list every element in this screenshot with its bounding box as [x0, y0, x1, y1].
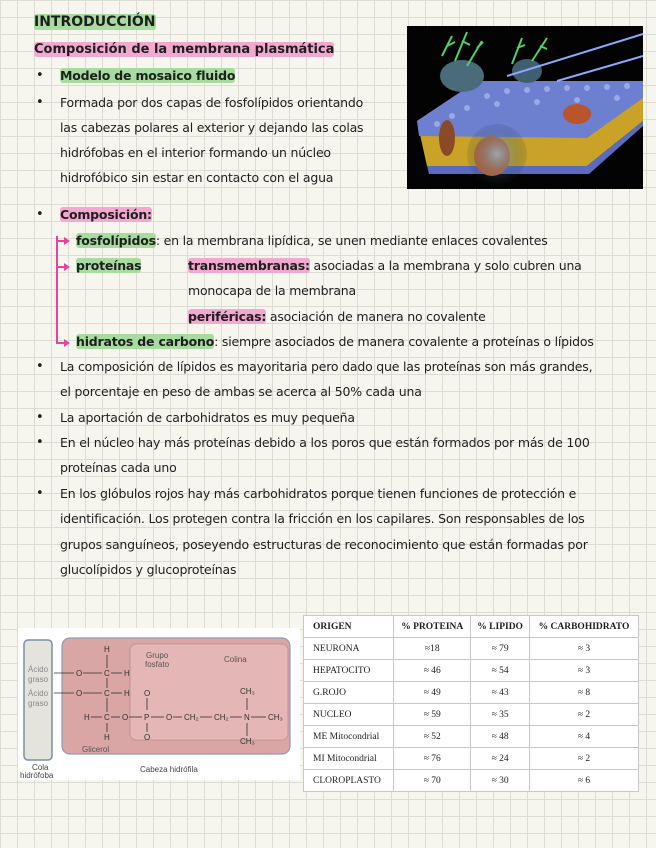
svg-text:P: P	[144, 713, 150, 722]
bracket-arrow-icon	[64, 263, 70, 271]
svg-text:O: O	[166, 713, 173, 722]
transmembranas-line: transmembranas: asociadas a la membrana y solo cubren una	[188, 258, 582, 273]
svg-text:O: O	[144, 689, 151, 698]
note-rbc-line-4: glucolípidos y glucoproteínas	[60, 562, 237, 577]
svg-text:H: H	[124, 689, 130, 698]
table-header-row	[304, 616, 639, 638]
bullet-bilayer-line-4: hidrofóbico sin estar en contacto con el agua	[60, 170, 334, 185]
label-graso-2: graso	[28, 699, 49, 708]
table-row	[304, 726, 639, 748]
svg-text:H: H	[84, 713, 90, 722]
cell-carbohidrato: ≈ 3	[530, 660, 639, 682]
bullet-dot: •	[36, 359, 44, 374]
cell-carbohidrato: ≈ 2	[530, 704, 639, 726]
cell-lipido: ≈ 54	[471, 660, 530, 682]
composition-heading: Composición:	[60, 207, 152, 222]
header-carbohidrato: % CARBOHIDRATO	[530, 616, 639, 638]
cell-proteina: ≈ 70	[394, 770, 471, 792]
table-row	[304, 770, 639, 792]
membrane-illustration	[407, 26, 643, 189]
svg-text:C: C	[104, 713, 110, 722]
cell-carbohidrato: ≈ 8	[530, 682, 639, 704]
bullet-dot: •	[36, 95, 44, 110]
proteinas-label: proteínas	[76, 258, 142, 273]
cell-lipido: ≈ 48	[471, 726, 530, 748]
table-row	[304, 638, 639, 660]
bullet-dot: •	[36, 207, 44, 222]
svg-text:CH₃: CH₃	[240, 687, 255, 696]
label-graso-1: graso	[28, 675, 49, 684]
cell-proteina: ≈18	[394, 638, 471, 660]
header-lipido: % LIPIDO	[471, 616, 530, 638]
svg-text:C: C	[104, 669, 110, 678]
bracket-arrow-icon	[64, 237, 70, 245]
bullet-mosaic-model: Modelo de mosaico fluido	[60, 68, 236, 83]
note-carbohydrates: La aportación de carbohidratos es muy pequeña	[60, 410, 355, 425]
label-cola-1: Cola	[32, 763, 49, 772]
transmembranas-line-2: monocapa de la membrana	[188, 283, 356, 298]
cell-origen: ME Mitocondrial	[304, 726, 394, 748]
svg-text:O: O	[76, 689, 83, 698]
svg-text:O: O	[122, 713, 129, 722]
bullet-dot: •	[36, 435, 44, 450]
cell-lipido: ≈ 24	[471, 748, 530, 770]
cell-origen: G.ROJO	[304, 682, 394, 704]
perifericas-line: periféricas: asociación de manera no covalente	[188, 309, 486, 324]
table-row	[304, 660, 639, 682]
note-nucleus-line-2: proteínas cada uno	[60, 460, 177, 475]
bullet-bilayer-line-1: Formada por dos capas de fosfolípidos orientando	[60, 95, 364, 110]
label-glicerol: Glicerol	[82, 745, 110, 754]
svg-text:O: O	[76, 669, 83, 678]
label-cabeza: Cabeza hidrófila	[140, 765, 198, 774]
cell-proteina: ≈ 59	[394, 704, 471, 726]
cell-proteina: ≈ 46	[394, 660, 471, 682]
hidratos-line: hidratos de carbono: siempre asociados de manera covalente a proteínas o lípidos	[76, 334, 594, 349]
bullet-dot: •	[36, 410, 44, 425]
svg-text:N: N	[244, 713, 250, 722]
pink-bracket-line	[56, 236, 58, 343]
cell-lipido: ≈ 79	[471, 638, 530, 660]
cell-origen: NEURONA	[304, 638, 394, 660]
cell-origen: CLOROPLASTO	[304, 770, 394, 792]
svg-text:CH₂: CH₂	[184, 713, 199, 722]
cell-origen: MI Mitocondrial	[304, 748, 394, 770]
cell-proteina: ≈ 49	[394, 682, 471, 704]
svg-text:CH₂: CH₂	[214, 713, 229, 722]
svg-text:CH₃: CH₃	[240, 737, 255, 746]
svg-text:H: H	[124, 669, 130, 678]
bullet-bilayer-line-3: hidrófobas en el interior formando un núcleo	[60, 145, 331, 160]
label-acido-1: Ácido	[28, 665, 49, 674]
cell-origen: NUCLEO	[304, 704, 394, 726]
svg-text:C: C	[104, 689, 110, 698]
bullet-dot: •	[36, 68, 44, 83]
label-colina: Colina	[224, 655, 247, 664]
bracket-arrow-icon	[64, 339, 70, 347]
svg-text:CH₃: CH₃	[268, 713, 283, 722]
svg-text:H: H	[104, 733, 110, 742]
note-rbc-line-1: En los glóbulos rojos hay más carbohidratos porque tienen funciones de protección e	[60, 486, 577, 501]
composition-table	[303, 615, 639, 792]
section-subtitle: Composición de la membrana plasmática	[34, 42, 335, 57]
bullet-bilayer-line-2: las cabezas polares al exterior y dejando las colas	[60, 120, 364, 135]
note-rbc-line-3: grupos sanguíneos, poseyendo estructuras de reconocimiento que están formadas por	[60, 537, 588, 552]
svg-text:H: H	[104, 645, 110, 654]
bullet-dot: •	[36, 486, 44, 501]
note-nucleus-line-1: En el núcleo hay más proteínas debido a los poros que están formados por más de 100	[60, 435, 590, 450]
cell-lipido: ≈ 35	[471, 704, 530, 726]
cell-carbohidrato: ≈ 2	[530, 748, 639, 770]
header-origen: ORIGEN	[304, 616, 394, 638]
table-row	[304, 704, 639, 726]
label-fosfato: fosfato	[145, 660, 170, 669]
cell-carbohidrato: ≈ 6	[530, 770, 639, 792]
note-lipids-line-2: el porcentaje en peso de ambas se acerca al 50% cada una	[60, 384, 422, 399]
cell-proteina: ≈ 76	[394, 748, 471, 770]
svg-text:O: O	[144, 733, 151, 742]
label-cola-2: hidrófoba	[20, 771, 54, 780]
fosfolipidos-line: fosfolípidos: en la membrana lipídica, se unen mediante enlaces covalentes	[76, 233, 548, 248]
page-title: INTRODUCCIÓN	[34, 14, 156, 30]
phospholipid-diagram	[18, 628, 300, 780]
table-row	[304, 682, 639, 704]
note-rbc-line-2: identificación. Los protegen contra la fricción en los capilares. Son responsables de los	[60, 511, 585, 526]
header-proteina: % PROTEINA	[394, 616, 471, 638]
cell-lipido: ≈ 30	[471, 770, 530, 792]
note-lipids-line-1: La composición de lípidos es mayoritaria pero dado que las proteínas son más grandes,	[60, 359, 593, 374]
cell-proteina: ≈ 52	[394, 726, 471, 748]
cell-lipido: ≈ 43	[471, 682, 530, 704]
cell-carbohidrato: ≈ 4	[530, 726, 639, 748]
label-acido-2: Ácido	[28, 689, 49, 698]
table-row	[304, 748, 639, 770]
cell-origen: HEPATOCITO	[304, 660, 394, 682]
cell-carbohidrato: ≈ 3	[530, 638, 639, 660]
label-grupo: Grupo	[146, 651, 169, 660]
